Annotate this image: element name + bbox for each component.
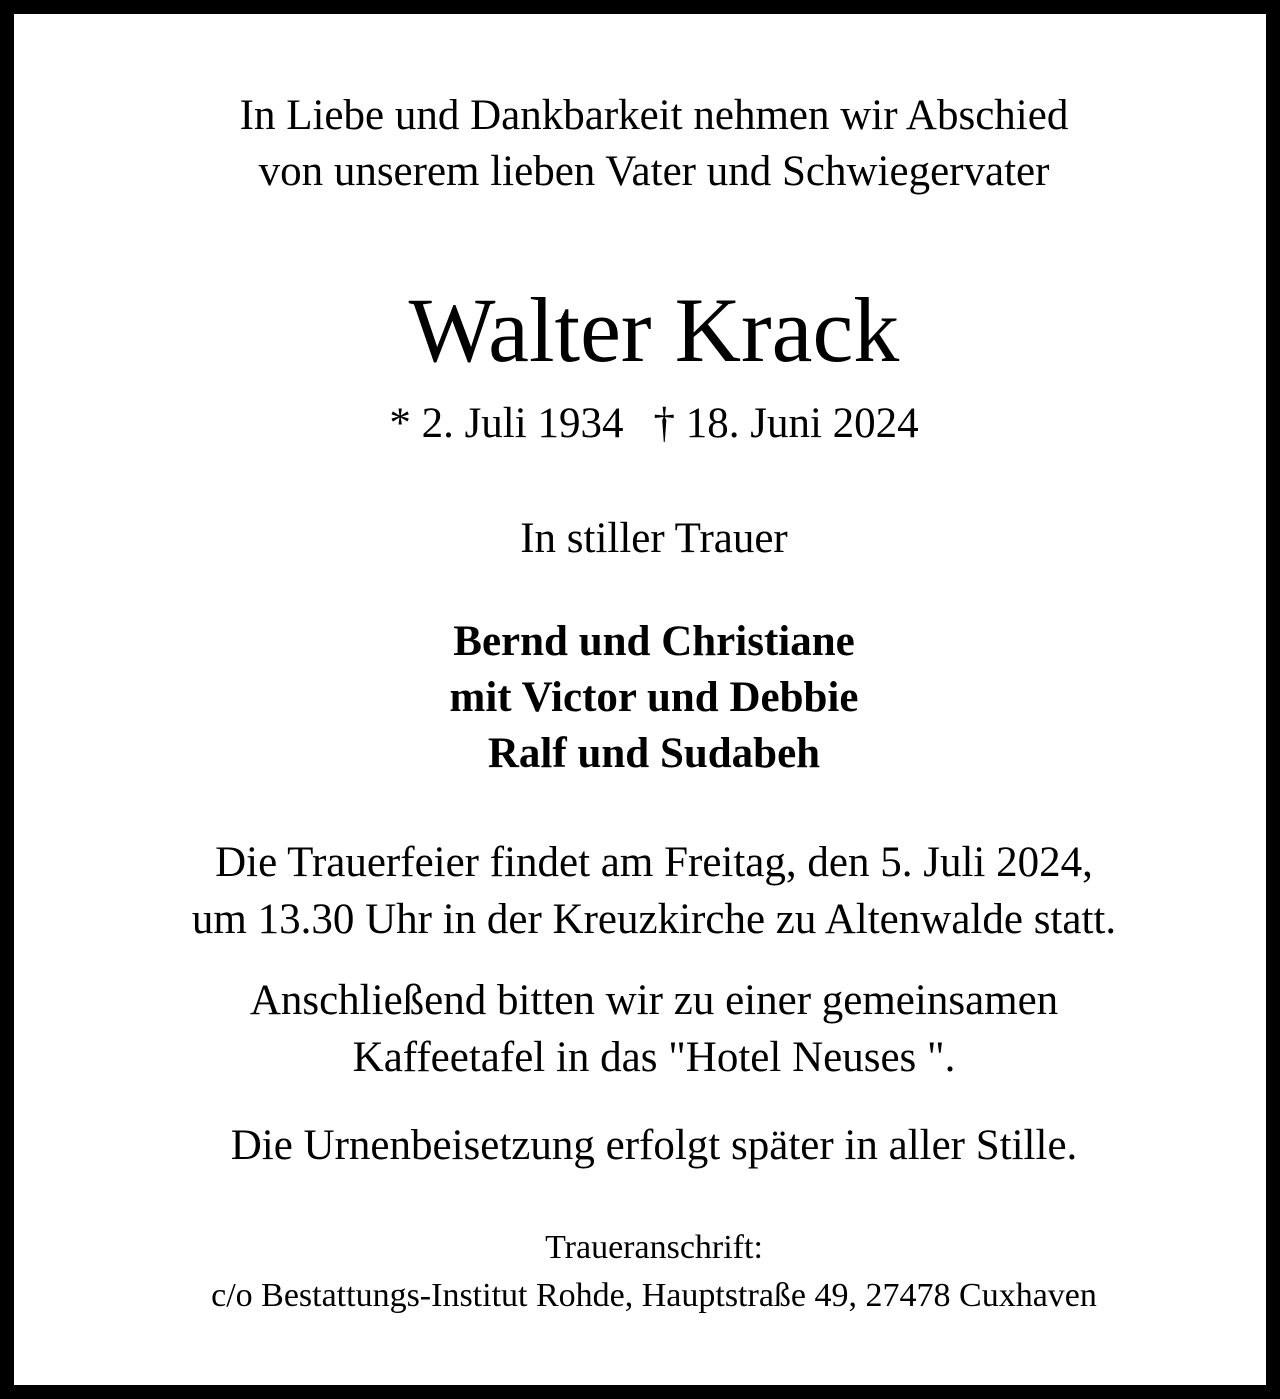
family-line-1: Bernd und Christiane xyxy=(453,618,855,665)
ceremony-line-1: Die Trauerfeier findet am Freitag, den 5. Juli 2024, xyxy=(215,839,1093,886)
deceased-name: Walter Krack xyxy=(408,279,900,381)
reception-line-1: Anschließend bitten wir zu einer gemeinsamen xyxy=(249,977,1059,1024)
death-date: † 18. Juni 2024 xyxy=(653,400,919,447)
mourning-line: In stiller Trauer xyxy=(520,515,788,562)
burial-line: Die Urnenbeisetzung erfolgt später in aller Stille. xyxy=(230,1122,1078,1169)
address-text: c/o Bestattungs-Institut Rohde, Hauptstraße 49, 27478 Cuxhaven xyxy=(211,1277,1097,1314)
family-line-2: mit Victor und Debbie xyxy=(449,674,859,721)
ceremony-line-2: um 13.30 Uhr in der Kreuzkirche zu Altenwalde statt. xyxy=(191,896,1117,943)
birth-date: * 2. Juli 1934 xyxy=(389,400,624,447)
address-label: Traueranschrift: xyxy=(545,1229,763,1266)
reception-line-2: Kaffeetafel in das "Hotel Neuses ". xyxy=(352,1034,956,1081)
life-dates xyxy=(14,398,1280,450)
intro-line-1: In Liebe und Dankbarkeit nehmen wir Abschied xyxy=(239,92,1069,139)
family-line-3: Ralf und Sudabeh xyxy=(487,730,821,777)
intro-line-2: von unserem lieben Vater und Schwiegervater xyxy=(258,148,1050,195)
